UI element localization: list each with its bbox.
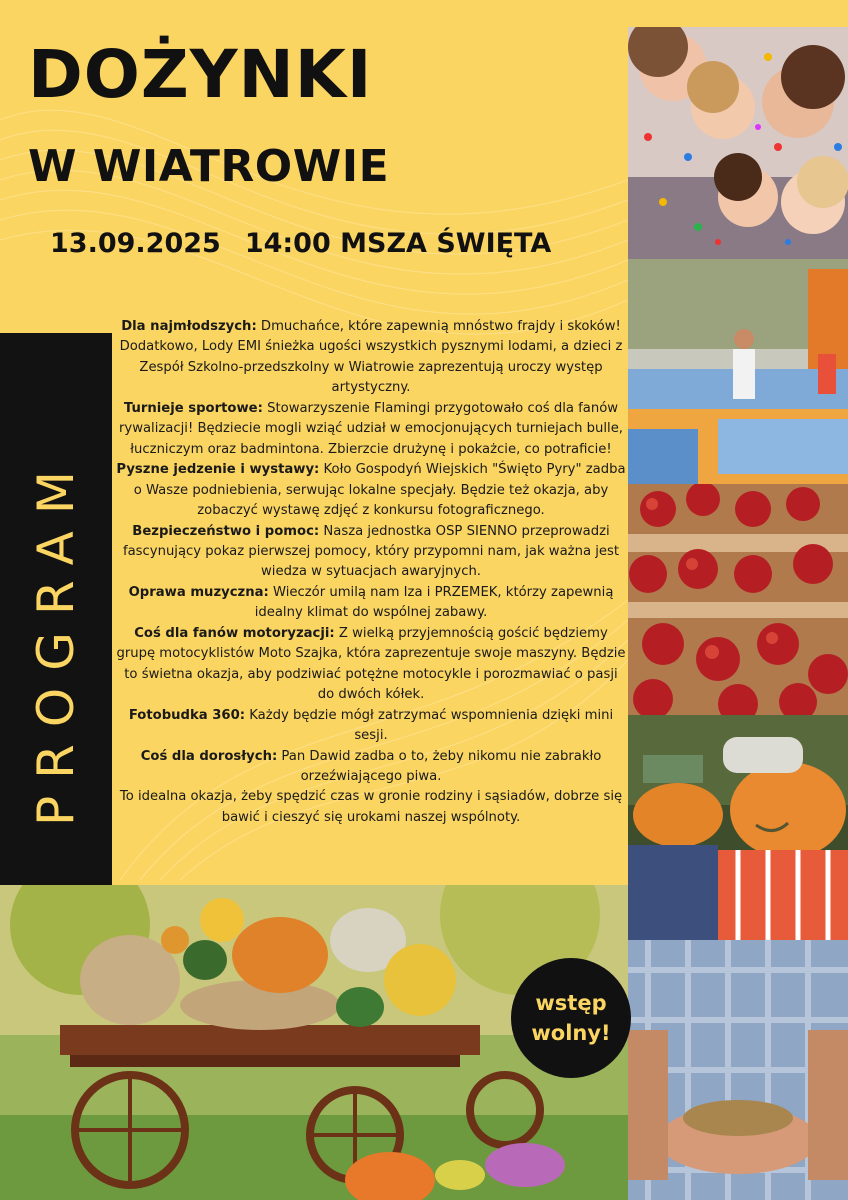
program-item-text: Pan Dawid zadba o to, żeby nikomu nie zabrakło orzeźwiającego piwa. xyxy=(277,748,602,784)
pumpkin-scarecrows-photo xyxy=(628,715,848,940)
apples-baskets-photo xyxy=(628,484,848,715)
program-item xyxy=(114,399,628,460)
badge-line-2: wolny! xyxy=(531,1021,611,1045)
program-item-heading: Coś dla dorosłych: xyxy=(140,748,278,764)
program-item xyxy=(114,522,628,583)
mass-time: 14:00 MSZA ŚWIĘTA xyxy=(244,228,552,259)
program-item-text: Dmuchańce, które zapewnią mnóstwo frajdy i skoków! Dodatkowo, Lody EMI śnieżka ugości wszystkich pysznymi lodami, a dzieci z Zespół Szkolno-przedszkolny w Wiatrowie zaprezentują uroczy występ artystyczny. xyxy=(119,319,623,396)
hands-grain-photo xyxy=(628,940,848,1200)
program-description xyxy=(114,317,628,828)
program-item-heading: Turnieje sportowe: xyxy=(123,400,263,416)
program-item-text: Koło Gospodyń Wiejskich "Święto Pyry" zadba o Wasze podniebienia, serwując lokalne specjały. Będzie też okazja, aby zobaczyć wystawę zdjęć z konkursu fotograficznego. xyxy=(133,462,626,519)
poster-title: DOŻYNKI xyxy=(28,36,373,113)
program-item-heading: Bezpieczeństwo i pomoc: xyxy=(132,523,320,539)
bouncy-castle-photo xyxy=(628,259,848,484)
program-label: PROGRAM xyxy=(27,453,85,827)
event-date: 13.09.2025 xyxy=(50,228,221,259)
program-item-text: Z wielką przyjemnością gościć będziemy grupę motocyklistów Moto Szajka, która zaprezentuje swoje maszyny. Będzie to świetna okazja, aby podziwiać potężne motocykle i porozmawiać o pasji do dwóch kółek. xyxy=(116,625,626,703)
program-item xyxy=(114,624,628,706)
closing-text-body: To idealna okazja, żeby spędzić czas w gronie rodziny i sąsiadów, dobrze się bawić i cieszyć się urokami naszej wspólnoty. xyxy=(119,789,623,825)
program-item xyxy=(114,706,628,747)
program-item xyxy=(114,460,628,521)
program-item-heading: Oprawa muzyczna: xyxy=(128,584,269,600)
event-date-line xyxy=(50,230,551,257)
kids-confetti-photo xyxy=(628,27,848,259)
program-item-heading: Pyszne jedzenie i wystawy: xyxy=(116,462,320,478)
program-item-heading: Coś dla fanów motoryzacji: xyxy=(134,625,335,641)
program-item xyxy=(114,317,628,399)
poster-subtitle: W WIATROWIE xyxy=(28,141,390,192)
free-entry-badge xyxy=(511,958,631,1078)
program-item-heading: Fotobudka 360: xyxy=(128,707,246,723)
program-item xyxy=(114,583,628,624)
badge-line-1: wstęp xyxy=(535,990,607,1015)
program-item-text: Wieczór umilą nam Iza i PRZEMEK, którzy zapewnią idealny klimat do wspólnej zabawy. xyxy=(254,584,614,621)
closing-text xyxy=(114,787,628,828)
program-item-heading: Dla najmłodszych: xyxy=(121,319,257,334)
program-item-text: Nasza jednostka OSP SIENNO przeprowadzi fascynujący pokaz pierwszej pomocy, który przypomni nam, jak ważna jest wiedza w sytuacjach awaryjnych. xyxy=(122,523,620,580)
program-item-text: Stowarzyszenie Flamingi przygotowało coś dla fanów rywalizacji! Będziecie mogli wziąć udział w emocjonujących turniejach bulle, łuczniczym oraz badmintona. Zbierzcie drużynę i pokażcie, co potraficie! xyxy=(118,400,624,457)
program-item-text: Każdy będzie mógł zatrzymać wspomnienia dzięki mini sesji. xyxy=(245,707,614,744)
program-item xyxy=(114,747,628,788)
